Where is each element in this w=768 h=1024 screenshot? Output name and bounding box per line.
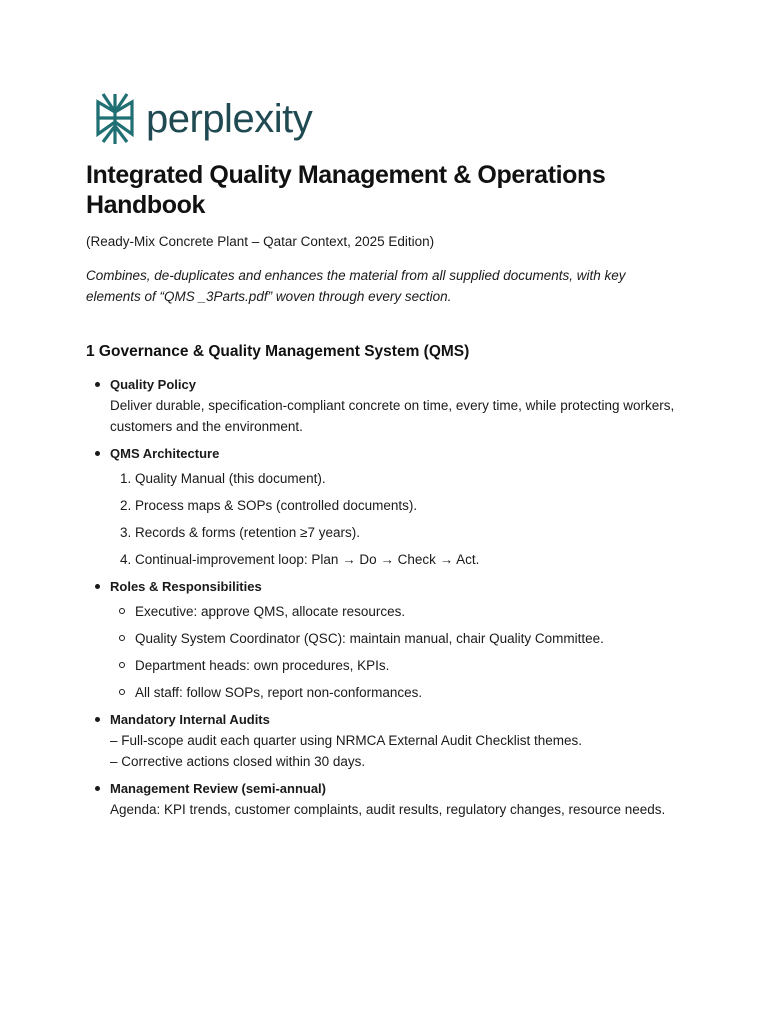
list-item (86, 443, 676, 570)
item-body: Agenda: KPI trends, customer complaints, audit results, regulatory changes, resource needs. (110, 802, 666, 817)
document-title: Integrated Quality Management & Operations Handbook (86, 161, 606, 219)
item-line: – Corrective actions closed within 30 days. (110, 754, 366, 769)
sublist-item: 3. Records & forms (retention ≥7 years). (135, 522, 676, 543)
sublist-item: Department heads: own procedures, KPIs. (110, 655, 676, 676)
item-title: Quality Policy (110, 377, 196, 392)
sublist-item: Executive: approve QMS, allocate resources. (110, 601, 676, 622)
item-title: Mandatory Internal Audits (110, 712, 270, 727)
section-heading: 1 Governance & Quality Management System (QMS) (86, 343, 470, 360)
list-item (86, 576, 676, 703)
sublist-item: 4. Continual-improvement loop: Plan → Do → Check → Act. (135, 549, 676, 570)
sublist-item: 1. Quality Manual (this document). (135, 468, 676, 489)
item-line: – Full-scope audit each quarter using NRMCA External Audit Checklist themes. (110, 733, 582, 748)
item-body: Deliver durable, specification-compliant concrete on time, every time, while protecting workers, customers and the environment. (110, 398, 675, 434)
list-item (86, 778, 676, 820)
sublist-item: All staff: follow SOPs, report non-conformances. (110, 682, 676, 703)
logo (92, 92, 312, 146)
list-item (86, 709, 676, 772)
document-subtitle: (Ready-Mix Concrete Plant – Qatar Context, 2025 Edition) (86, 234, 435, 249)
item-title: Management Review (semi-annual) (110, 781, 326, 796)
perplexity-logo-icon (92, 92, 138, 146)
document-intro: Combines, de-duplicates and enhances the material from all supplied documents, with key elements of “QMS _3Parts.pdf” woven through every section. (86, 268, 626, 304)
logo-wordmark: perplexity (146, 97, 313, 141)
sublist-item: Quality System Coordinator (QSC): maintain manual, chair Quality Committee. (110, 628, 676, 649)
bullet-sublist (110, 601, 676, 703)
section-content (86, 374, 676, 826)
item-title: Roles & Responsibilities (110, 579, 262, 594)
list-item (86, 374, 676, 437)
bullet-list (86, 374, 676, 820)
item-title: QMS Architecture (110, 446, 220, 461)
sublist-item: 2. Process maps & SOPs (controlled documents). (135, 495, 676, 516)
numbered-sublist (110, 468, 676, 570)
